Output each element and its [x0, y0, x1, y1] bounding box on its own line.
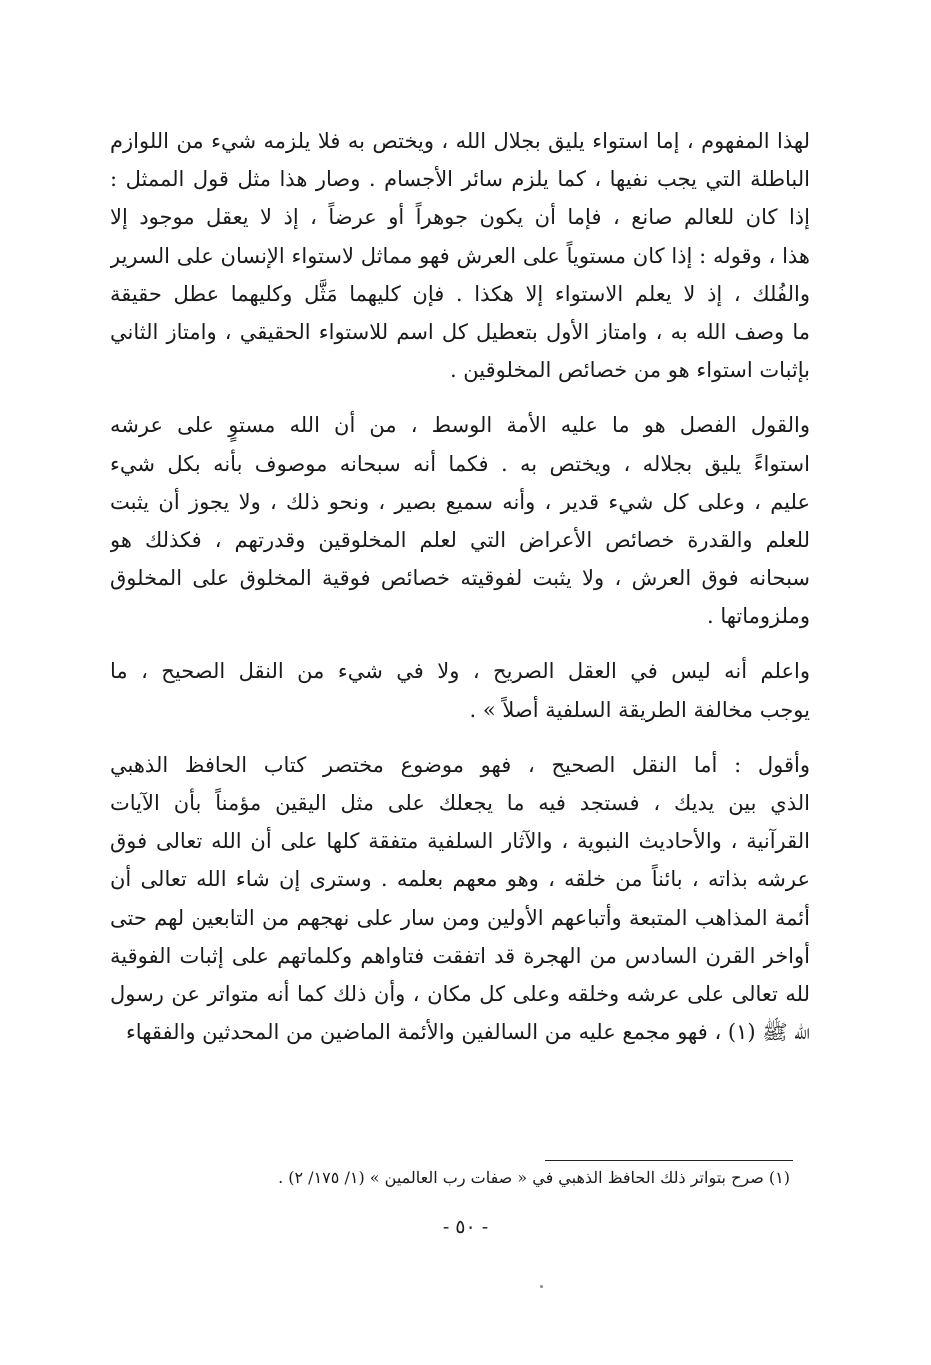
text-line: استواءً يليق بجلاله ، ويختص به . فكما أنه سبحانه موصوف بأنه بكل شيء [110, 451, 810, 476]
footnote-separator [545, 1160, 793, 1161]
text-line: أواخر القرن السادس من الهجرة قد اتفقت فتاواهم وكلماتهم على إثبات الفوقية [110, 943, 810, 968]
text-line: هذا ، وقوله : إذا كان مستوياً على العرش فهو مماثل لاستواء الإنسان على السرير [110, 243, 810, 268]
paragraph [110, 122, 810, 389]
scan-speck [540, 1285, 543, 1288]
text-line: والقول الفصل هو ما عليه الأمة الوسط ، من أن الله مستوٍ على عرشه [110, 413, 810, 438]
text-line: بإثبات استواء هو من خصائص المخلوقين . [449, 358, 810, 383]
text-line: إذا كان للعالم صانع ، فإما أن يكون جوهراً أو عرضاً ، إذ لا يعقل موجود إلا [110, 205, 810, 230]
paragraph [110, 406, 810, 635]
text-line: عرشه بذاته ، بائناً من خلقه ، وهو معهم بعلمه . وسترى إن شاء الله تعالى أن [110, 867, 810, 892]
text-line: أئمة المذاهب المتبعة وأتباعهم الأولين ومن سار على نهجهم من التابعين لهم حتى [110, 905, 810, 930]
text-line: سبحانه فوق العرش ، ولا يثبت لفوقيته خصائص فوقية المخلوق على المخلوق [110, 566, 810, 591]
paragraph [110, 652, 810, 728]
text-line: الباطلة التي يجب نفيها ، كما يلزم سائر الأجسام . وصار هذا مثل قول الممثل : [110, 167, 810, 192]
text-line: الله ﷺ (١) ، فهو مجمع عليه من السالفين والأئمة الماضين من المحدثين والفقهاء [125, 1020, 810, 1045]
text-line: الذي بين يديك ، فستجد فيه ما يجعلك على مثل اليقين مؤمناً بأن الآيات [110, 791, 810, 815]
text-line: لله تعالى على عرشه وخلقه وعلى كل مكان ، وأن ذلك كما أنه متواتر عن رسول [110, 981, 810, 1006]
text-line: والفُلك ، إذ لا يعلم الاستواء إلا هكذا . فإن كليهما مَثَّل وكليهما عطل حقيقة [110, 281, 810, 306]
main-text [110, 122, 810, 1051]
text-line: ما وصف الله به ، وامتاز الأول بتعطيل كل اسم للاستواء الحقيقي ، وامتاز الثاني [110, 319, 810, 344]
text-line: يوجب مخالفة الطريقة السلفية أصلاً » . [469, 697, 810, 722]
text-line: للعلم والقدرة خصائص الأعراض التي لعلم المخلوقين وقدرتهم ، فكذلك هو [110, 527, 810, 552]
text-line: القرآنية ، والأحاديث النبوية ، والآثار السلفية متفقة كلها على أن الله تعالى فوق [110, 829, 810, 854]
footnote: (١) صرح بتواتر ذلك الحافظ الذهبي في « صفات رب العالمين » (١/ ١٧٥/ ٢) . [278, 1168, 790, 1187]
text-line: واعلم أنه ليس في العقل الصريح ، ولا في شيء من النقل الصحيح ، ما [110, 659, 810, 684]
text-line: وأقول : أما النقل الصحيح ، فهو موضوع مختصر كتاب الحافظ الذهبي [110, 752, 810, 777]
text-line: وملزوماتها . [707, 604, 810, 629]
page-number: - ٥٠ - [442, 1216, 489, 1238]
text-line: لهذا المفهوم ، إما استواء يليق بجلال الله ، ويختص به فلا يلزمه شيء من اللوازم [110, 129, 810, 153]
paragraph [110, 746, 810, 1052]
text-line: عليم ، وعلى كل شيء قدير ، وأنه سميع بصير ، ونحو ذلك ، ولا يجوز أن يثبت [110, 489, 810, 514]
